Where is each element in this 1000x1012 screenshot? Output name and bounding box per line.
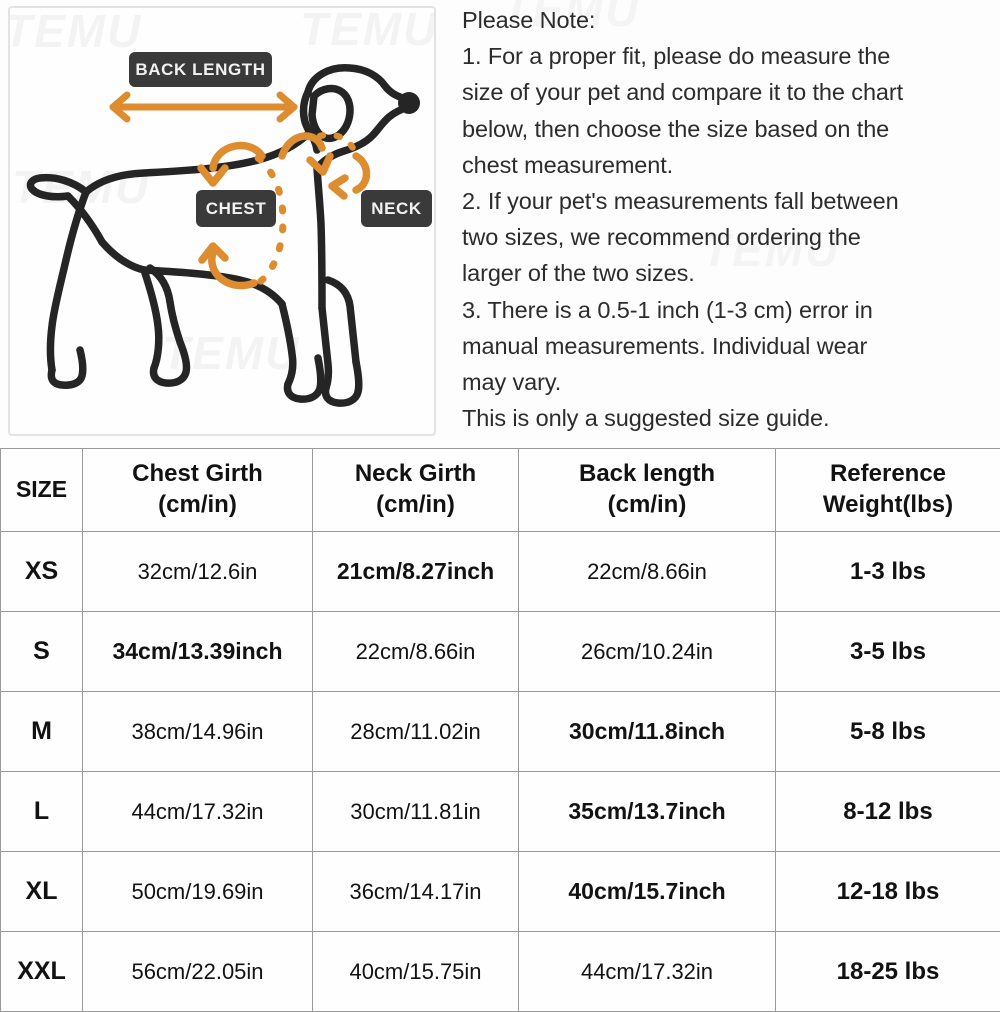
column-header-neck-girth <box>313 449 519 532</box>
cell-back-length: 30cm/11.8inch <box>519 692 776 772</box>
please-note-block <box>462 2 990 436</box>
cell-chest-girth: 56cm/22.05in <box>83 932 313 1012</box>
cell-size: XXL <box>1 932 83 1012</box>
column-header-back-length <box>519 449 776 532</box>
table-header-row <box>1 449 1000 532</box>
note-line: below, then choose the size based on the <box>462 111 990 147</box>
note-line: 1. For a proper fit, please do measure the <box>462 38 990 74</box>
cell-neck-girth: 36cm/14.17in <box>313 852 519 932</box>
size-chart-table <box>0 448 1000 1012</box>
note-line: This is only a suggested size guide. <box>462 400 990 436</box>
cell-chest-girth: 38cm/14.96in <box>83 692 313 772</box>
cell-back-length: 44cm/17.32in <box>519 932 776 1012</box>
header-label: SIZE <box>16 476 67 502</box>
cell-back-length: 40cm/15.7inch <box>519 852 776 932</box>
cell-reference-weight: 18-25 lbs <box>776 932 1000 1012</box>
header-label: Back length <box>579 460 715 487</box>
cell-size: XL <box>1 852 83 932</box>
label-back-length: BACK LENGTH <box>129 52 272 87</box>
cell-neck-girth: 22cm/8.66in <box>313 612 519 692</box>
header-unit: (cm/in) <box>85 490 310 521</box>
cell-size: L <box>1 772 83 852</box>
table-row <box>1 692 1000 772</box>
note-line: 3. There is a 0.5-1 inch (1-3 cm) error in <box>462 292 990 328</box>
header-label: Reference <box>830 460 946 487</box>
cell-back-length: 22cm/8.66in <box>519 532 776 612</box>
cell-reference-weight: 1-3 lbs <box>776 532 1000 612</box>
label-neck: NECK <box>361 190 432 227</box>
cell-back-length: 35cm/13.7inch <box>519 772 776 852</box>
table-row <box>1 772 1000 852</box>
cell-neck-girth: 40cm/15.75in <box>313 932 519 1012</box>
column-header-size <box>1 449 83 532</box>
dog-nose <box>398 92 420 114</box>
label-chest: CHEST <box>196 190 276 227</box>
back-length-arrow <box>113 95 294 119</box>
cell-chest-girth: 50cm/19.69in <box>83 852 313 932</box>
note-line: size of your pet and compare it to the chart <box>462 74 990 110</box>
note-line: 2. If your pet's measurements fall between <box>462 183 990 219</box>
cell-reference-weight: 8-12 lbs <box>776 772 1000 852</box>
cell-size: S <box>1 612 83 692</box>
table-row <box>1 852 1000 932</box>
table-row <box>1 612 1000 692</box>
cell-neck-girth: 28cm/11.02in <box>313 692 519 772</box>
note-line: chest measurement. <box>462 147 990 183</box>
top-section <box>0 0 1000 448</box>
cell-chest-girth: 32cm/12.6in <box>83 532 313 612</box>
column-header-chest-girth <box>83 449 313 532</box>
cell-neck-girth: 21cm/8.27inch <box>313 532 519 612</box>
note-line: larger of the two sizes. <box>462 255 990 291</box>
note-line: may vary. <box>462 364 990 400</box>
cell-size: M <box>1 692 83 772</box>
cell-size: XS <box>1 532 83 612</box>
cell-reference-weight: 12-18 lbs <box>776 852 1000 932</box>
header-label: Chest Girth <box>132 460 263 487</box>
cell-chest-girth: 44cm/17.32in <box>83 772 313 852</box>
note-line: two sizes, we recommend ordering the <box>462 219 990 255</box>
cell-chest-girth: 34cm/13.39inch <box>83 612 313 692</box>
cell-reference-weight: 5-8 lbs <box>776 692 1000 772</box>
header-unit: (cm/in) <box>521 490 773 521</box>
header-label: Neck Girth <box>355 460 476 487</box>
header-unit: Weight(lbs) <box>778 490 998 521</box>
note-line: manual measurements. Individual wear <box>462 328 990 364</box>
cell-back-length: 26cm/10.24in <box>519 612 776 692</box>
column-header-reference-weight <box>776 449 1000 532</box>
cell-reference-weight: 3-5 lbs <box>776 612 1000 692</box>
cell-neck-girth: 30cm/11.81in <box>313 772 519 852</box>
dog-measurement-diagram <box>8 6 436 436</box>
header-unit: (cm/in) <box>315 490 516 521</box>
table-row <box>1 532 1000 612</box>
note-heading: Please Note: <box>462 2 990 38</box>
